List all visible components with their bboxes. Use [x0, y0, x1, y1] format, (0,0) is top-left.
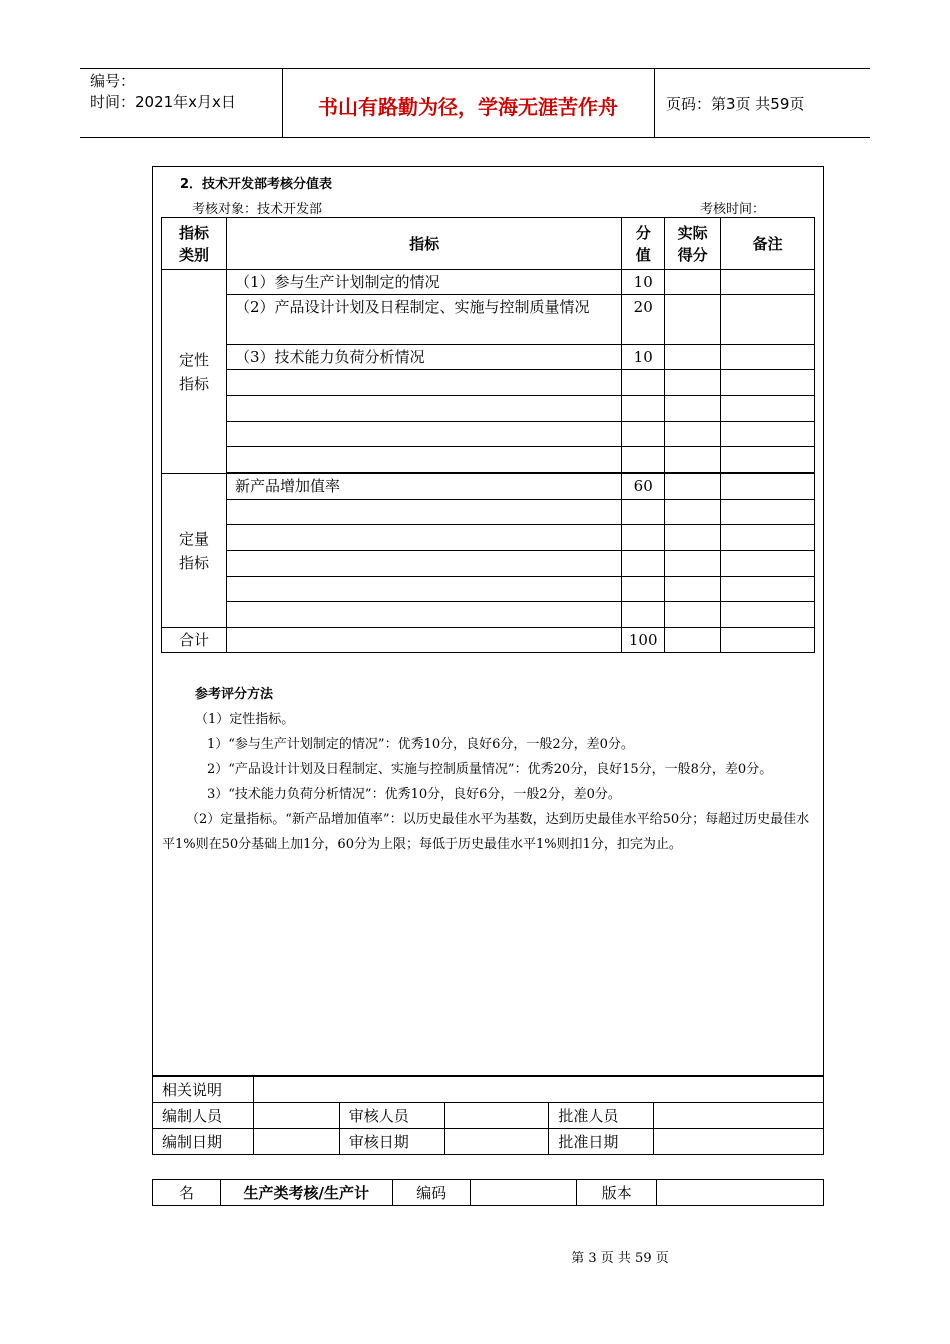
score-cell: 10 — [622, 345, 665, 370]
page-number: 第 3 页 共 59 页 — [571, 1251, 669, 1266]
assessment-target: 考核对象：技术开发部 — [192, 202, 323, 217]
name-value: 生产类考核/生产计 — [220, 1180, 392, 1206]
code-label: 编码 — [392, 1180, 470, 1206]
indicator-cell: 新产品增加值率 — [226, 474, 621, 500]
remark-cell — [721, 295, 815, 345]
total-indicator — [226, 628, 621, 653]
actual-cell — [665, 577, 721, 602]
table-row — [162, 345, 815, 370]
score-cell — [622, 447, 665, 473]
remark-cell — [721, 500, 815, 525]
remark-cell — [721, 270, 815, 295]
indicator-cell — [226, 447, 621, 473]
indicator-cell — [226, 551, 621, 577]
time-label: 时间：2021年x月x日 — [90, 93, 236, 111]
indicator-cell — [226, 370, 621, 396]
table-row — [153, 1077, 824, 1103]
score-cell: 20 — [622, 295, 665, 345]
indicator-cell: （3）技术能力负荷分析情况 — [226, 345, 621, 370]
actual-cell — [665, 345, 721, 370]
related-value — [253, 1077, 823, 1103]
score-cell — [622, 422, 665, 447]
scoring-method — [162, 682, 816, 857]
actual-cell — [665, 628, 721, 653]
category-qualitative: 定性指标 — [162, 270, 227, 474]
remark-cell — [721, 577, 815, 602]
compiler-label: 编制人员 — [153, 1103, 254, 1129]
score-table — [161, 217, 815, 653]
table-row — [162, 474, 815, 500]
remark-cell — [721, 551, 815, 577]
table-row — [153, 1129, 824, 1155]
score-cell — [622, 525, 665, 551]
table-row — [162, 270, 815, 295]
table-row — [162, 295, 815, 345]
reviewer-label: 审核人员 — [339, 1103, 444, 1129]
related-label: 相关说明 — [153, 1077, 254, 1103]
header-actual: 实际得分 — [665, 218, 721, 270]
code-value — [470, 1180, 577, 1206]
indicator-cell — [226, 500, 621, 525]
approve-date-label: 批准日期 — [549, 1129, 654, 1155]
header-score: 分值 — [622, 218, 665, 270]
total-row — [162, 628, 815, 653]
header-motto: 书山有路勤为径，学海无涯苦作舟 — [318, 95, 618, 119]
indicator-cell — [226, 422, 621, 447]
header-meta — [90, 71, 236, 113]
compile-date-value — [253, 1129, 339, 1155]
remark-cell — [721, 447, 815, 473]
compiler-value — [253, 1103, 339, 1129]
remark-cell — [721, 628, 815, 653]
actual-cell — [665, 447, 721, 473]
score-cell: 60 — [622, 474, 665, 500]
section-title: 2．技术开发部考核分值表 — [180, 177, 333, 192]
table-row — [162, 602, 815, 628]
review-date-value — [444, 1129, 549, 1155]
method-heading: 参考评分方法 — [195, 687, 274, 702]
header-page-label: 页码：第3页 共59页 — [666, 95, 805, 113]
remark-cell — [721, 396, 815, 422]
method-line: 2）“产品设计计划及日程制定、实施与控制质量情况”：优秀20分，良好15分，一般8分，差0分。 — [207, 762, 773, 777]
score-cell — [622, 602, 665, 628]
indicator-cell: （2）产品设计计划及日程制定、实施与控制质量情况 — [226, 295, 621, 345]
actual-cell — [665, 396, 721, 422]
score-cell — [622, 551, 665, 577]
table-row — [162, 396, 815, 422]
total-label: 合计 — [162, 628, 227, 653]
actual-cell — [665, 500, 721, 525]
document-info-table — [152, 1179, 824, 1206]
indicator-cell — [226, 525, 621, 551]
table-row — [162, 551, 815, 577]
indicator-cell: （1）参与生产计划制定的情况 — [226, 270, 621, 295]
number-label: 编号： — [90, 72, 136, 90]
table-row — [153, 1180, 824, 1206]
remark-cell — [721, 525, 815, 551]
actual-cell — [665, 370, 721, 396]
header-divider — [654, 69, 655, 137]
table-header-row — [162, 218, 815, 270]
remark-cell — [721, 345, 815, 370]
indicator-cell — [226, 602, 621, 628]
table-row — [162, 525, 815, 551]
reviewer-value — [444, 1103, 549, 1129]
table-row — [162, 422, 815, 447]
indicator-cell — [226, 396, 621, 422]
remark-cell — [721, 370, 815, 396]
name-label: 名 — [153, 1180, 221, 1206]
score-cell — [622, 396, 665, 422]
actual-cell — [665, 525, 721, 551]
method-line: （1）定性指标。 — [195, 712, 295, 727]
score-cell — [622, 500, 665, 525]
actual-cell — [665, 422, 721, 447]
actual-cell — [665, 551, 721, 577]
score-cell — [622, 577, 665, 602]
score-cell: 10 — [622, 270, 665, 295]
total-score: 100 — [622, 628, 665, 653]
assessment-time: 考核时间： — [700, 202, 766, 217]
category-quantitative: 定量指标 — [162, 474, 227, 628]
table-row — [162, 370, 815, 396]
actual-cell — [665, 602, 721, 628]
compile-date-label: 编制日期 — [153, 1129, 254, 1155]
remark-cell — [721, 474, 815, 500]
signature-table — [152, 1076, 824, 1155]
version-value — [657, 1180, 824, 1206]
method-line: 3）“技术能力负荷分析情况”：优秀10分，良好6分，一般2分，差0分。 — [207, 787, 621, 802]
method-line: 1）“参与生产计划制定的情况”：优秀10分，良好6分，一般2分，差0分。 — [207, 737, 634, 752]
score-cell — [622, 370, 665, 396]
page-header — [80, 68, 870, 138]
indicator-cell — [226, 577, 621, 602]
header-remark: 备注 — [721, 218, 815, 270]
header-category: 指标类别 — [162, 218, 227, 270]
remark-cell — [721, 602, 815, 628]
method-line: （2）定量指标。“新产品增加值率”：以历史最佳水平为基数，达到历史最佳水平给50分；每超过历史最佳水平1%则在50分基础上加1分，60分为上限；每低于历史最佳水平1%则扣1分，扣完为止。 — [162, 812, 810, 852]
actual-cell — [665, 295, 721, 345]
actual-cell — [665, 270, 721, 295]
version-label: 版本 — [577, 1180, 657, 1206]
approver-value — [654, 1103, 824, 1129]
actual-cell — [665, 474, 721, 500]
table-row — [153, 1103, 824, 1129]
approver-label: 批准人员 — [549, 1103, 654, 1129]
remark-cell — [721, 422, 815, 447]
table-row — [162, 447, 815, 473]
table-row — [162, 500, 815, 525]
approve-date-value — [654, 1129, 824, 1155]
table-row — [162, 577, 815, 602]
review-date-label: 审核日期 — [339, 1129, 444, 1155]
header-indicator: 指标 — [226, 218, 621, 270]
